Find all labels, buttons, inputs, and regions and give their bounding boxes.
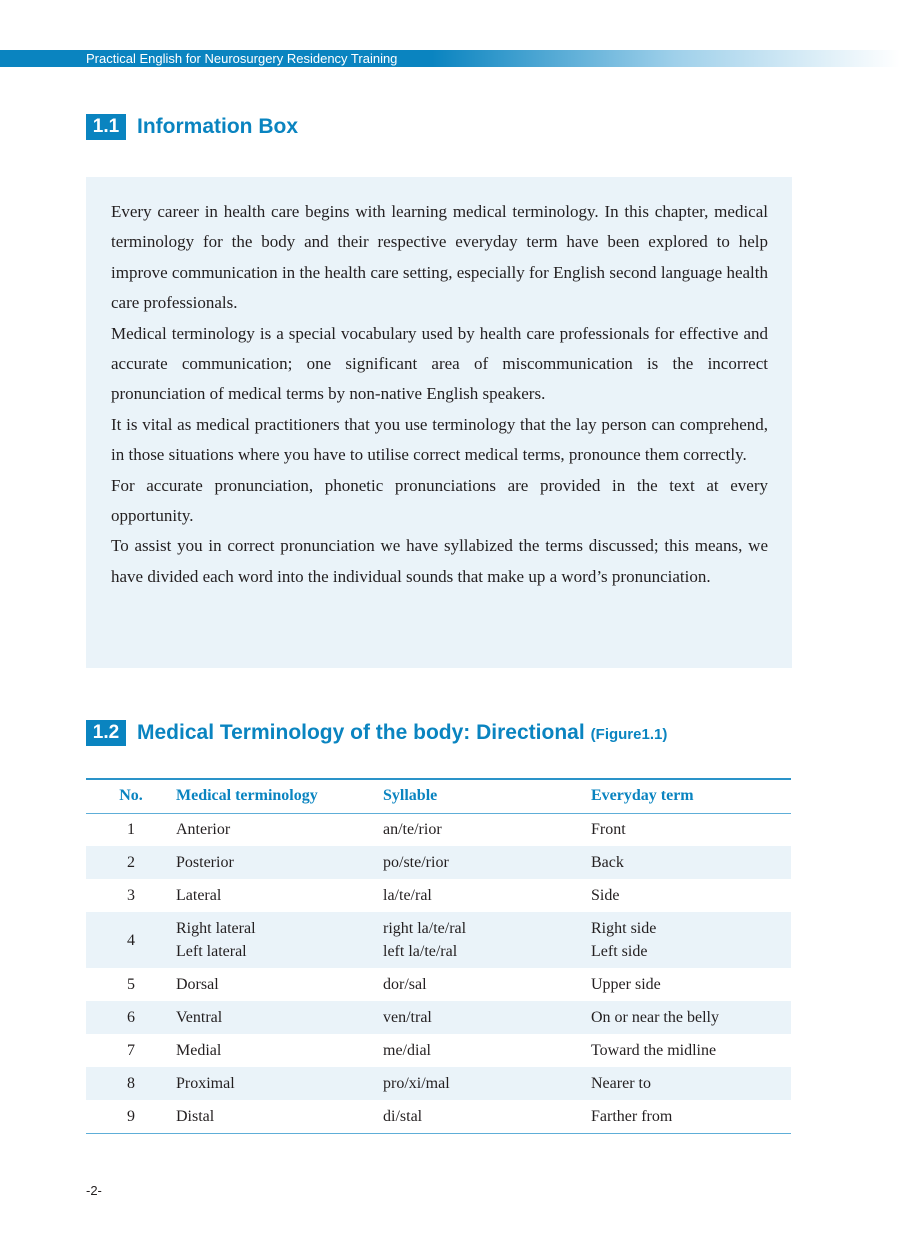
table-row (86, 968, 791, 1001)
table-row (86, 846, 791, 879)
table-row (86, 1034, 791, 1067)
table-cell: Dorsal (176, 976, 219, 993)
table-cell: Proximal (176, 1075, 235, 1092)
column-header: Syllable (383, 779, 591, 813)
page-number: -2- (86, 1183, 102, 1198)
table-cell: Toward the midline (591, 1042, 717, 1059)
table-cell: po/ste/rior (383, 854, 449, 871)
table-row (86, 1067, 791, 1100)
paragraph: For accurate pronunciation, phonetic pronunciations are provided in the text at every opportunity. (111, 475, 768, 526)
column-header: No. (86, 779, 176, 813)
running-header (0, 50, 900, 67)
table-cell: 8 (127, 1075, 135, 1092)
paragraph: Every career in health care begins with learning medical terminology. In this chapter, medical terminology for the body and their respective everyday term have been explored to help improve communication in the health care setting, especially for English second language health care professionals. (111, 202, 768, 313)
table-cell: dor/sal (383, 976, 427, 993)
table-cell: 5 (127, 976, 135, 993)
table-cell: an/te/rior (383, 821, 442, 839)
table-cell: Distal (176, 1100, 383, 1133)
table-cell: Farther from (591, 1100, 791, 1133)
table-row (86, 879, 791, 912)
table-cell: Posterior (176, 854, 234, 871)
table-cell: Anterior (176, 821, 231, 839)
running-title: Practical English for Neurosurgery Residency Training (86, 51, 398, 66)
paragraph: It is vital as medical practitioners that you use terminology that the lay person can comprehend, in those situations where you have to utilise correct medical terms, pronounce them correctly. (111, 414, 768, 465)
paragraph: To assist you in correct pronunciation we have syllabized the terms discussed; this means, we have divided each word into the individual sounds that make up a word’s pronunciation. (111, 536, 768, 586)
table-cell: Upper side (591, 976, 661, 993)
table-cell: Front (591, 821, 626, 839)
table-row (86, 1001, 791, 1034)
figure-reference: (Figure1.1) (590, 726, 668, 743)
section-number: 1.2 (86, 720, 126, 746)
table-cell: 9 (86, 1100, 176, 1133)
section-heading-1-1 (86, 114, 298, 140)
table-cell: pro/xi/mal (383, 1075, 450, 1092)
table-cell: 7 (127, 1042, 135, 1059)
column-header: Everyday term (591, 779, 791, 813)
terminology-table (86, 778, 791, 1134)
table-row (86, 1100, 791, 1133)
column-header: Medical terminology (176, 779, 383, 813)
table-cell: 6 (127, 1009, 135, 1026)
table-cell: Ventral (176, 1009, 223, 1026)
table-cell: ven/tral (383, 1009, 432, 1026)
table-cell: la/te/ral (383, 887, 432, 904)
section-title: Medical Terminology of the body: Directional (137, 721, 585, 744)
table-cell: On or near the belly (591, 1009, 719, 1026)
information-box (86, 177, 792, 668)
section-number: 1.1 (86, 114, 126, 140)
table-cell: Right side Left side (591, 920, 657, 960)
table-cell: Lateral (176, 887, 222, 904)
table-cell: Nearer to (591, 1075, 651, 1092)
paragraph: Medical terminology is a special vocabulary used by health care professionals for effective and accurate communication; one significant area of miscommunication is the incorrect pronunciation of medical terms by non-native English speakers. (111, 323, 768, 404)
section-title: Information Box (137, 115, 298, 138)
table-cell: Right lateral Left lateral (176, 920, 256, 960)
table-cell: me/dial (383, 1042, 431, 1059)
table-row (86, 813, 791, 846)
table-cell: 4 (127, 931, 135, 949)
table-cell: Side (591, 887, 620, 904)
table-cell: 1 (127, 821, 135, 839)
table-cell: 3 (127, 887, 135, 904)
table-cell: di/stal (383, 1100, 591, 1133)
table-row (86, 912, 791, 968)
table-cell: Back (591, 854, 624, 871)
section-heading-1-2 (86, 720, 667, 746)
table-cell: 2 (127, 854, 135, 871)
table-header-row (86, 779, 791, 813)
table-cell: right la/te/ral left la/te/ral (383, 920, 467, 960)
table-cell: Medial (176, 1042, 222, 1059)
